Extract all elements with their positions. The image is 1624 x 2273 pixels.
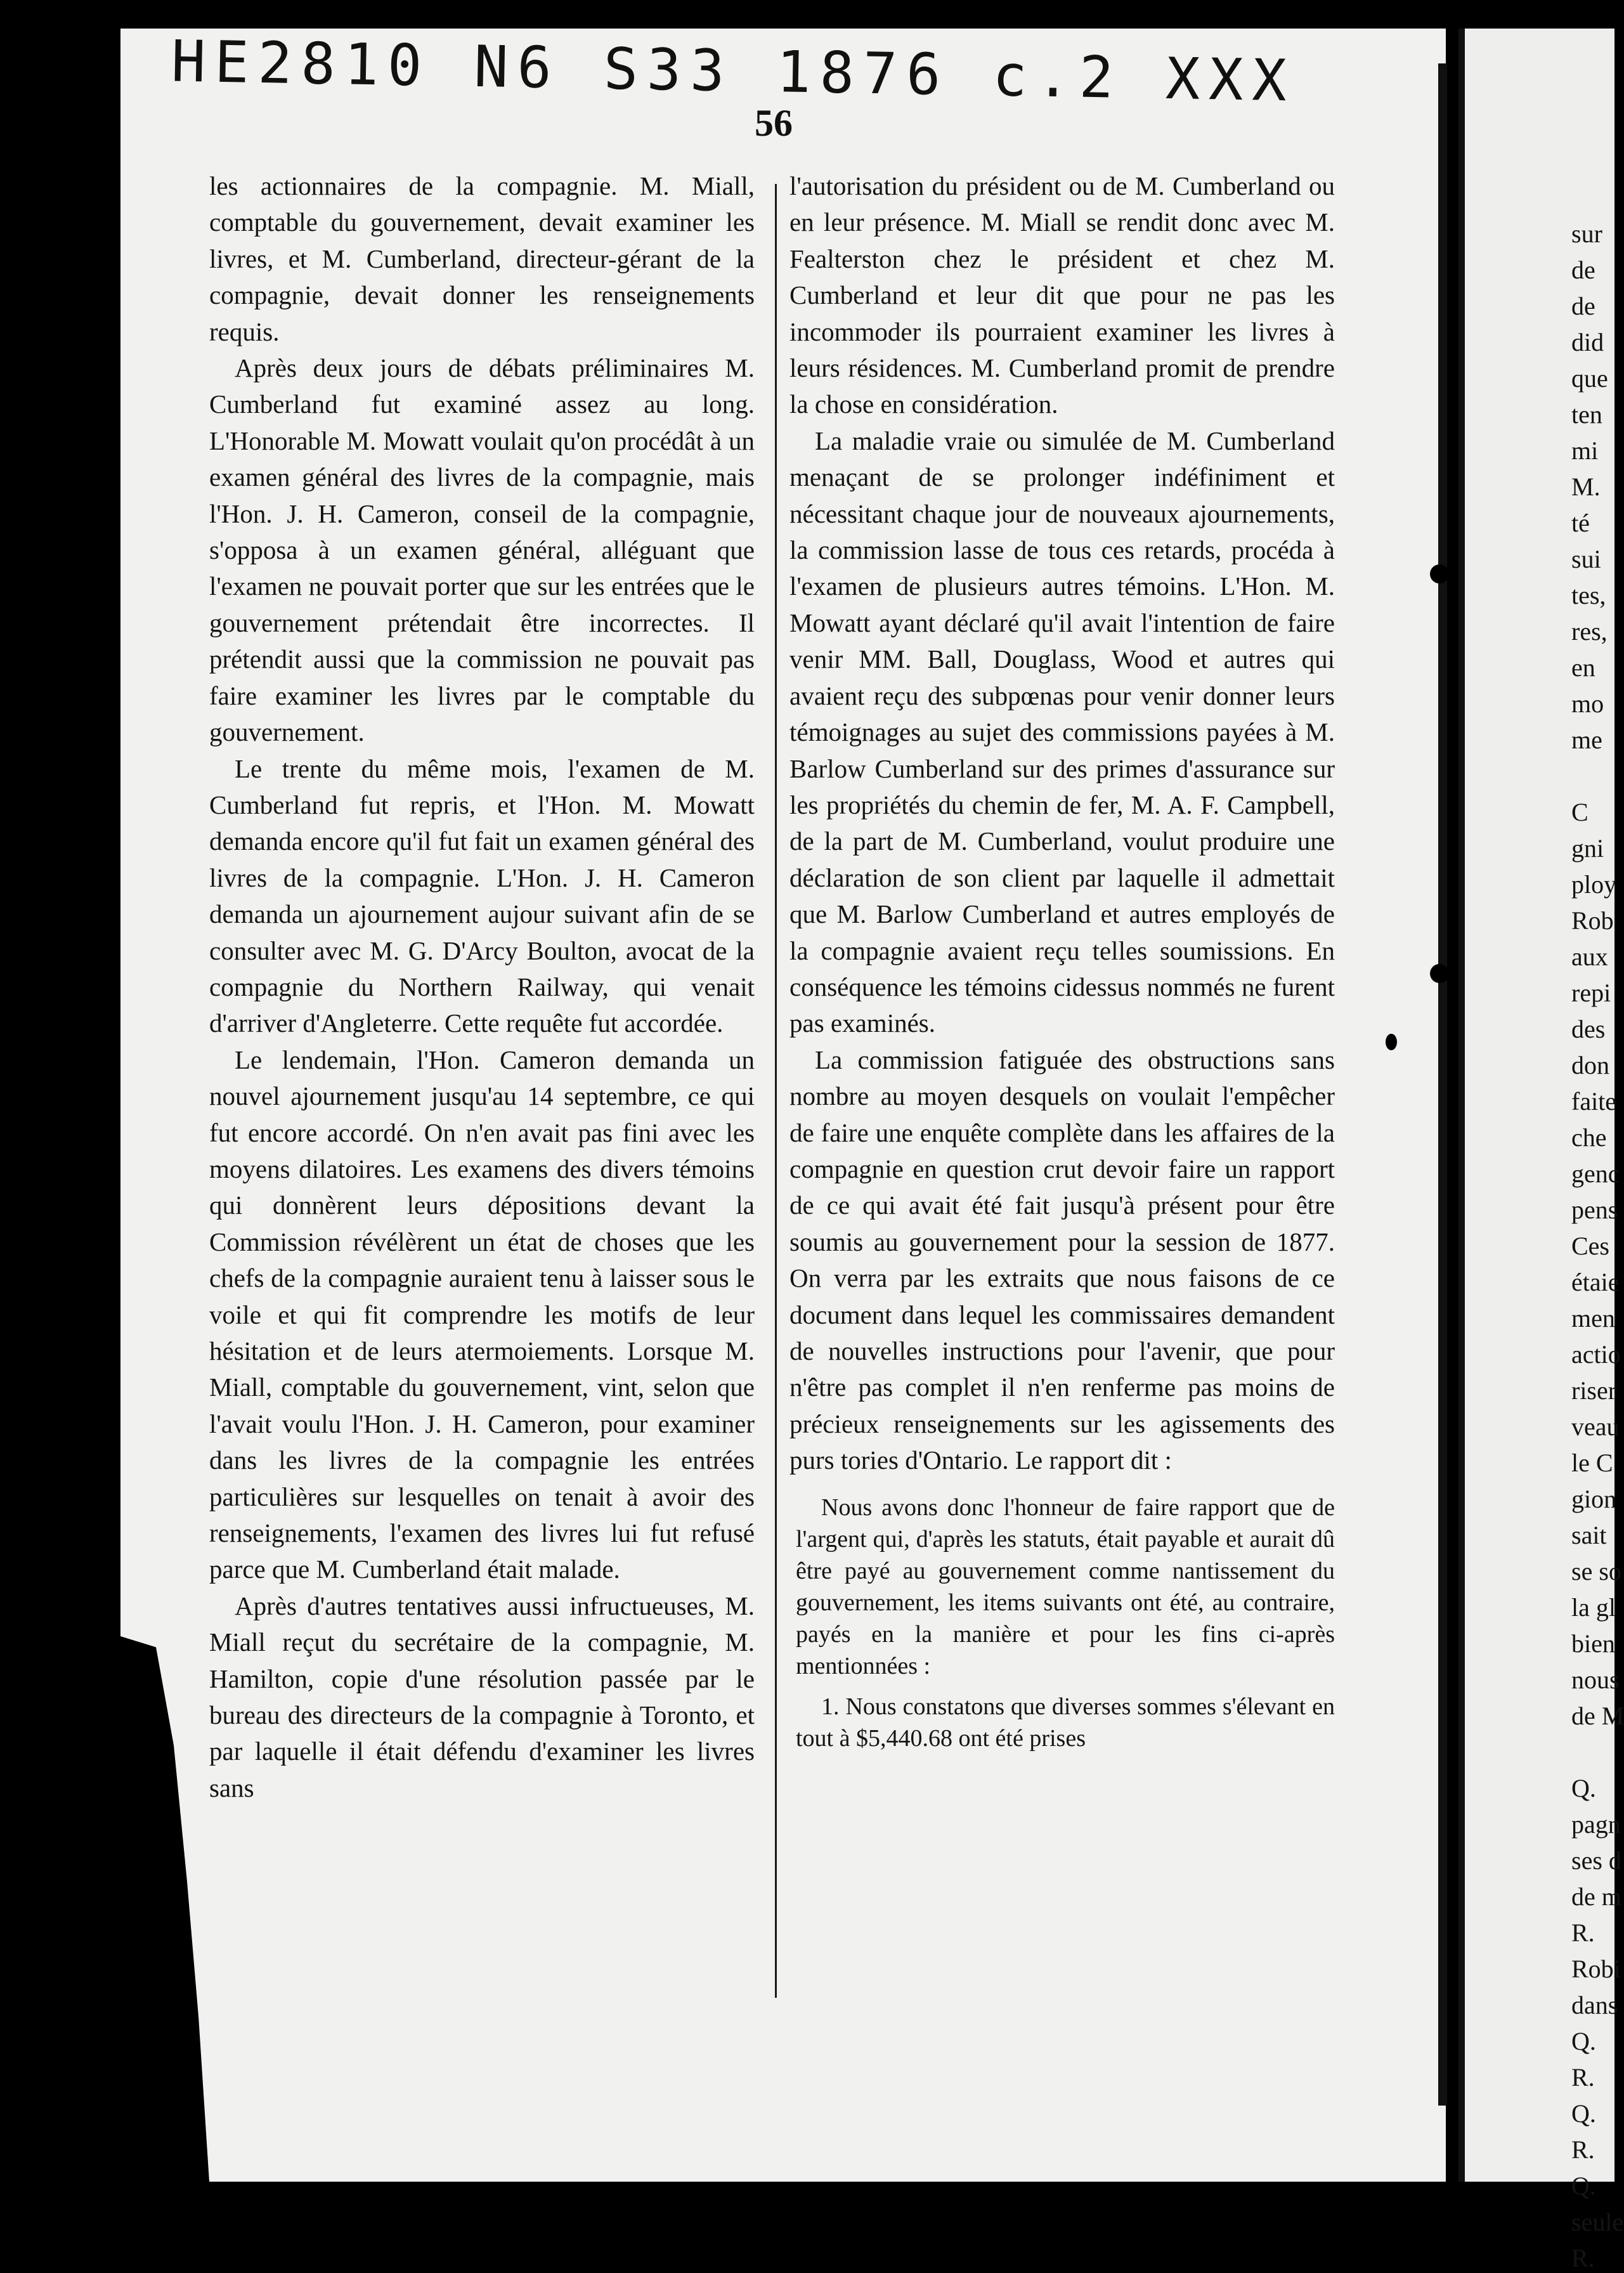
- report-quote: 1. Nous constatons que diverses sommes s'élevant en tout à $5,440.68 ont été prises: [796, 1693, 1335, 1752]
- paragraph: Le lendemain, l'Hon. Cameron demanda un nouvel ajournement jusqu'au 14 septembre, ce qui fut encore accordé. On n'en avait pas fini avec les moyens dilatoires. Les examens des divers témoins qui donnèrent leurs dépositions devant la Commission révélèrent un état de choses que les chefs de la compagnie auraient tenu à laisser sous le voile et qui fit comprendre les motifs de leur hésitation et de leurs atermoiements. Lorsque M. Miall, comptable du gouvernement, vint, selon que l'avait voulu l'Hon. J. H. Cameron, pour examiner dans les livres de la compagnie les entrées particulières sur lesquelles on tenait à avoir des renseignements, l'examen des livres lui fut refusé parce que M. Cumberland était malade.: [209, 1045, 755, 1584]
- fragment-line: aux: [1571, 942, 1608, 971]
- paragraph: La maladie vraie ou simulée de M. Cumberland menaçant de se prolonger indéfiniment et nécessitant chaque jour de nouveaux ajournements, la commission lasse de tous ces retards, procéda à l'examen de plusieurs autres témoins. L'Hon. M. Mowatt ayant déclaré qu'il avait l'intention de faire venir MM. Ball, Douglass, Wood et autres qui avaient reçu des subpœnas pour venir donner leurs témoignages au sujet des commissions payées à M. Barlow Cumberland sur des primes d'assurance sur les propriétés du chemin de fer, M. A. F. Campbell, de la part de M. Cumberland, voulut produire une déclaration de son client par laquelle il admettait que M. Barlow Cumberland et autres employés de la compagnie avaient reçu telles soumissions. En conséquence les témoins cidessus nommés ne furent pas examinés.: [789, 426, 1335, 1038]
- fragment-line: Q.: [1571, 2099, 1596, 2128]
- fragment-line: pagn: [1571, 1810, 1621, 1839]
- call-number: HE2810 N6 S33 1876 c.2 XXX: [171, 28, 1296, 115]
- fragment-line: Q.: [1571, 2172, 1596, 2200]
- fragment-line: R.: [1571, 2244, 1595, 2272]
- fragment-line: don: [1571, 1051, 1609, 1079]
- fragment-line: che: [1571, 1123, 1607, 1152]
- fragment-line: se so: [1571, 1557, 1621, 1586]
- fragment-line: tes,: [1571, 581, 1606, 609]
- fragment-line: étaie: [1571, 1268, 1620, 1296]
- fragment-line: la gl: [1571, 1593, 1616, 1622]
- fragment-line: Q.: [1571, 1774, 1596, 1802]
- page-binding-edge: [1438, 63, 1447, 2106]
- fragment-line: gni: [1571, 834, 1604, 863]
- fragment-line: res,: [1571, 617, 1608, 646]
- fragment-line: riser: [1571, 1376, 1617, 1405]
- fragment-line: did: [1571, 328, 1604, 356]
- fragment-line: seule: [1571, 2208, 1624, 2236]
- fragment-line: de: [1571, 256, 1595, 284]
- fragment-line: genc: [1571, 1159, 1620, 1188]
- paragraph: La commission fatiguée des obstructions sans nombre au moyen desquels on voulait l'empêcher de faire une enquête complète dans les affaires de la compagnie en question crut devoir faire un rapport de ce qui avait été fait jusqu'à présent pour être soumis au gouvernement pour la session de 1877. On verra par les extraits que nous faisons de ce document dans lequel les commissaires demandent de nouvelles instructions pour l'avenir, que pour n'être pas complet il n'en renferme pas moins de précieux renseignements sur les agissements des purs tories d'Ontario. Le rapport dit :: [789, 1045, 1335, 1475]
- fragment-line: actio: [1571, 1340, 1621, 1369]
- fragment-line: Robi: [1571, 1955, 1621, 1983]
- fragment-line: pens: [1571, 1195, 1618, 1224]
- middle-column: [789, 168, 1335, 1754]
- fragment-line: de: [1571, 292, 1595, 320]
- fragment-line: Rob: [1571, 906, 1614, 935]
- left-column: [209, 168, 755, 1806]
- binding-mark: [1430, 564, 1449, 583]
- fragment-line: des: [1571, 1015, 1606, 1043]
- fragment-line: ten: [1571, 400, 1602, 429]
- paragraph: Le trente du même mois, l'examen de M. Cumberland fut repris, et l'Hon. M. Mowatt demanda encore qu'il fut fait un examen général des livres de la compagnie. L'Hon. J. H. Cameron demanda un ajournement aujour suivant afin de se consulter avec M. G. D'Arcy Boulton, avocat de la compagnie du Northern Railway, qui venait d'arriver d'Angleterre. Cette requête fut accordée.: [209, 753, 755, 1038]
- report-quote: Nous avons donc l'honneur de faire rapport que de l'argent qui, d'après les statuts, était payable et aurait dû être payé au gouvernement comme nantissement du gouvernement, les items suivants ont été, au contraire, payés en la manière et pour les fins ci-après mentionnées :: [796, 1494, 1335, 1679]
- fragment-line: veau: [1571, 1412, 1620, 1441]
- fragment-line: repi: [1571, 979, 1611, 1007]
- fragment-line: Q.: [1571, 2027, 1596, 2055]
- fragment-line: mi: [1571, 436, 1599, 465]
- fragment-line: ploy: [1571, 870, 1617, 899]
- fragment-line: dans: [1571, 1991, 1618, 2019]
- binding-mark: [1430, 964, 1449, 983]
- fragment-line: R.: [1571, 2063, 1595, 2092]
- fragment-line: faite: [1571, 1087, 1617, 1116]
- fragment-line: C: [1571, 798, 1588, 826]
- fragment-line: ses d: [1571, 1846, 1621, 1875]
- paragraph: les actionnaires de la compagnie. M. Miall, comptable du gouvernement, devait examiner les livres, et M. Cumberland, directeur-gérant de la compagnie, devait donner les renseignements requis.: [209, 171, 755, 346]
- fragment-line: té: [1571, 509, 1590, 537]
- fragment-line: mo: [1571, 689, 1604, 718]
- fragment-line: R.: [1571, 1918, 1595, 1947]
- fragment-line: que: [1571, 364, 1608, 393]
- fragment-line: gion: [1571, 1485, 1617, 1513]
- fragment-line: M.: [1571, 472, 1601, 501]
- binding-mark: [1386, 1034, 1397, 1050]
- page-number: 56: [755, 102, 793, 144]
- fragment-line: de m: [1571, 1882, 1621, 1911]
- column-divider: [775, 184, 777, 1998]
- fragment-line: bien: [1571, 1629, 1615, 1658]
- fragment-line: nous: [1571, 1665, 1620, 1694]
- fragment-line: men: [1571, 1304, 1615, 1332]
- fragment-line: Ces: [1571, 1232, 1609, 1260]
- fragment-line: en: [1571, 653, 1595, 682]
- fragment-line: sur: [1571, 219, 1602, 248]
- paragraph: l'autorisation du président ou de M. Cumberland ou en leur présence. M. Miall se rendit donc avec M. Fealterston chez le président et chez M. Cumberland et leur dit que pour ne pas les incommoder ils pourraient examiner les livres à leurs résidences. M. Cumberland promit de prendre la chose en considération.: [789, 171, 1335, 419]
- fragment-line: sait: [1571, 1521, 1607, 1549]
- fragment-line: me: [1571, 726, 1602, 754]
- fragment-line: de M: [1571, 1702, 1624, 1730]
- fragment-line: R.: [1571, 2135, 1595, 2164]
- paragraph: Après deux jours de débats préliminaires M. Cumberland fut examiné assez au long. L'Honorable M. Mowatt voulait qu'on procédât à un examen général des livres de la compagnie, mais l'Hon. J. H. Cameron, conseil de la compagnie, s'opposa à un examen général, alléguant que l'examen ne pouvait porter que sur les entrées que le gouvernement prétendait être incorrectes. Il prétendit aussi que la commission ne pouvait pas faire examiner les livres par le comptable du gouvernement.: [209, 353, 755, 747]
- fragment-line: le C: [1571, 1449, 1613, 1477]
- fragment-line: sui: [1571, 545, 1601, 573]
- paragraph: Après d'autres tentatives aussi infructueuses, M. Miall reçut du secrétaire de la compagnie, M. Hamilton, copie d'une résolution passée par le bureau des directeurs de la compagnie à Toronto, et par laquelle il était défendu d'examiner les livres sans: [209, 1591, 755, 1802]
